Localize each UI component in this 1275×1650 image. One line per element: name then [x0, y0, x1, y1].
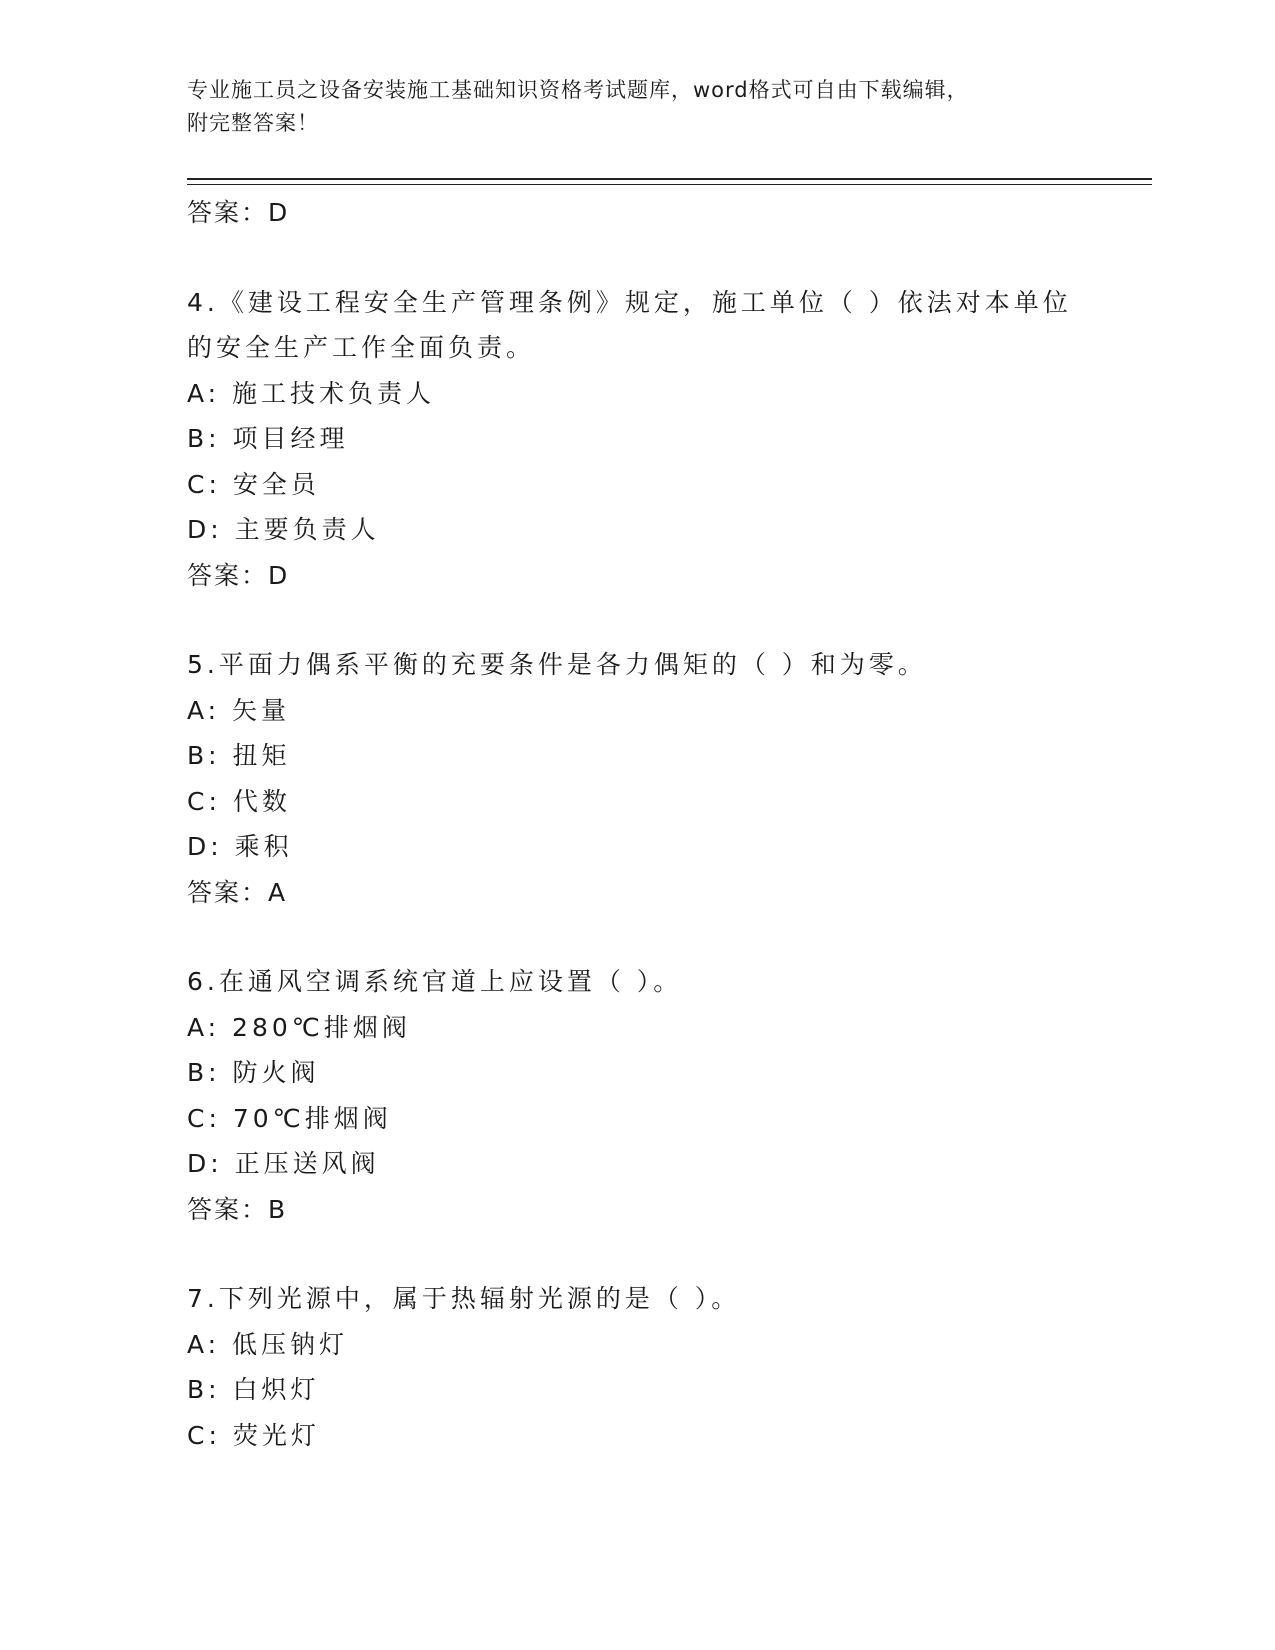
option-b: B: 扭矩 — [187, 741, 291, 770]
question-text: 5.平面力偶系平衡的充要条件是各力偶矩的（ ）和为零。 — [187, 650, 927, 679]
spacer — [187, 598, 1147, 642]
option-a: A: 施工技术负责人 — [187, 378, 436, 408]
spacer — [187, 915, 1147, 959]
question-text: 7.下列光源中，属于热辐射光源的是（ ）。 — [187, 1284, 741, 1313]
option-c: C: 70℃排烟阀 — [187, 1103, 392, 1133]
answer-line: 答案：B — [187, 1194, 288, 1224]
question-text: 的安全生产工作全面负责。 — [187, 333, 536, 362]
header-rule-thick — [187, 178, 1152, 180]
option-c: C: 代数 — [187, 786, 291, 816]
question-block-4 — [187, 280, 1147, 599]
option-a: A: 矢量 — [187, 695, 291, 725]
answer-block-3 — [187, 190, 1147, 236]
header-rule-thin — [187, 184, 1152, 185]
question-list — [187, 190, 1147, 1458]
option-c: C: 安全员 — [187, 469, 320, 499]
question-text: 4.《建设工程安全生产管理条例》规定，施工单位（ ）依法对本单位 — [187, 287, 1072, 317]
option-b: B: 白炽灯 — [187, 1375, 320, 1404]
spacer — [187, 1232, 1147, 1276]
option-c: C: 荧光灯 — [187, 1420, 320, 1450]
option-d: D: 正压送风阀 — [187, 1149, 380, 1178]
question-block-6 — [187, 959, 1147, 1232]
document-header — [187, 74, 1087, 140]
answer-line: 答案：D — [187, 198, 290, 227]
option-d: D: 主要负责人 — [187, 515, 380, 544]
answer-line: 答案：A — [187, 877, 288, 907]
option-a: A: 低压钠灯 — [187, 1329, 349, 1359]
header-line-2: 附完整答案！ — [187, 111, 319, 135]
option-b: B: 项目经理 — [187, 424, 349, 453]
header-line-1: 专业施工员之设备安装施工基础知识资格考试题库，word格式可自由下载编辑， — [187, 78, 969, 102]
question-block-7 — [187, 1276, 1147, 1458]
option-b: B: 防火阀 — [187, 1058, 320, 1087]
option-d: D: 乘积 — [187, 832, 293, 861]
question-text: 6.在通风空调系统官道上应设置（ ）。 — [187, 967, 683, 996]
option-a: A: 280℃排烟阀 — [187, 1012, 411, 1042]
spacer — [187, 236, 1147, 280]
question-block-5 — [187, 642, 1147, 915]
answer-line: 答案：D — [187, 560, 290, 590]
